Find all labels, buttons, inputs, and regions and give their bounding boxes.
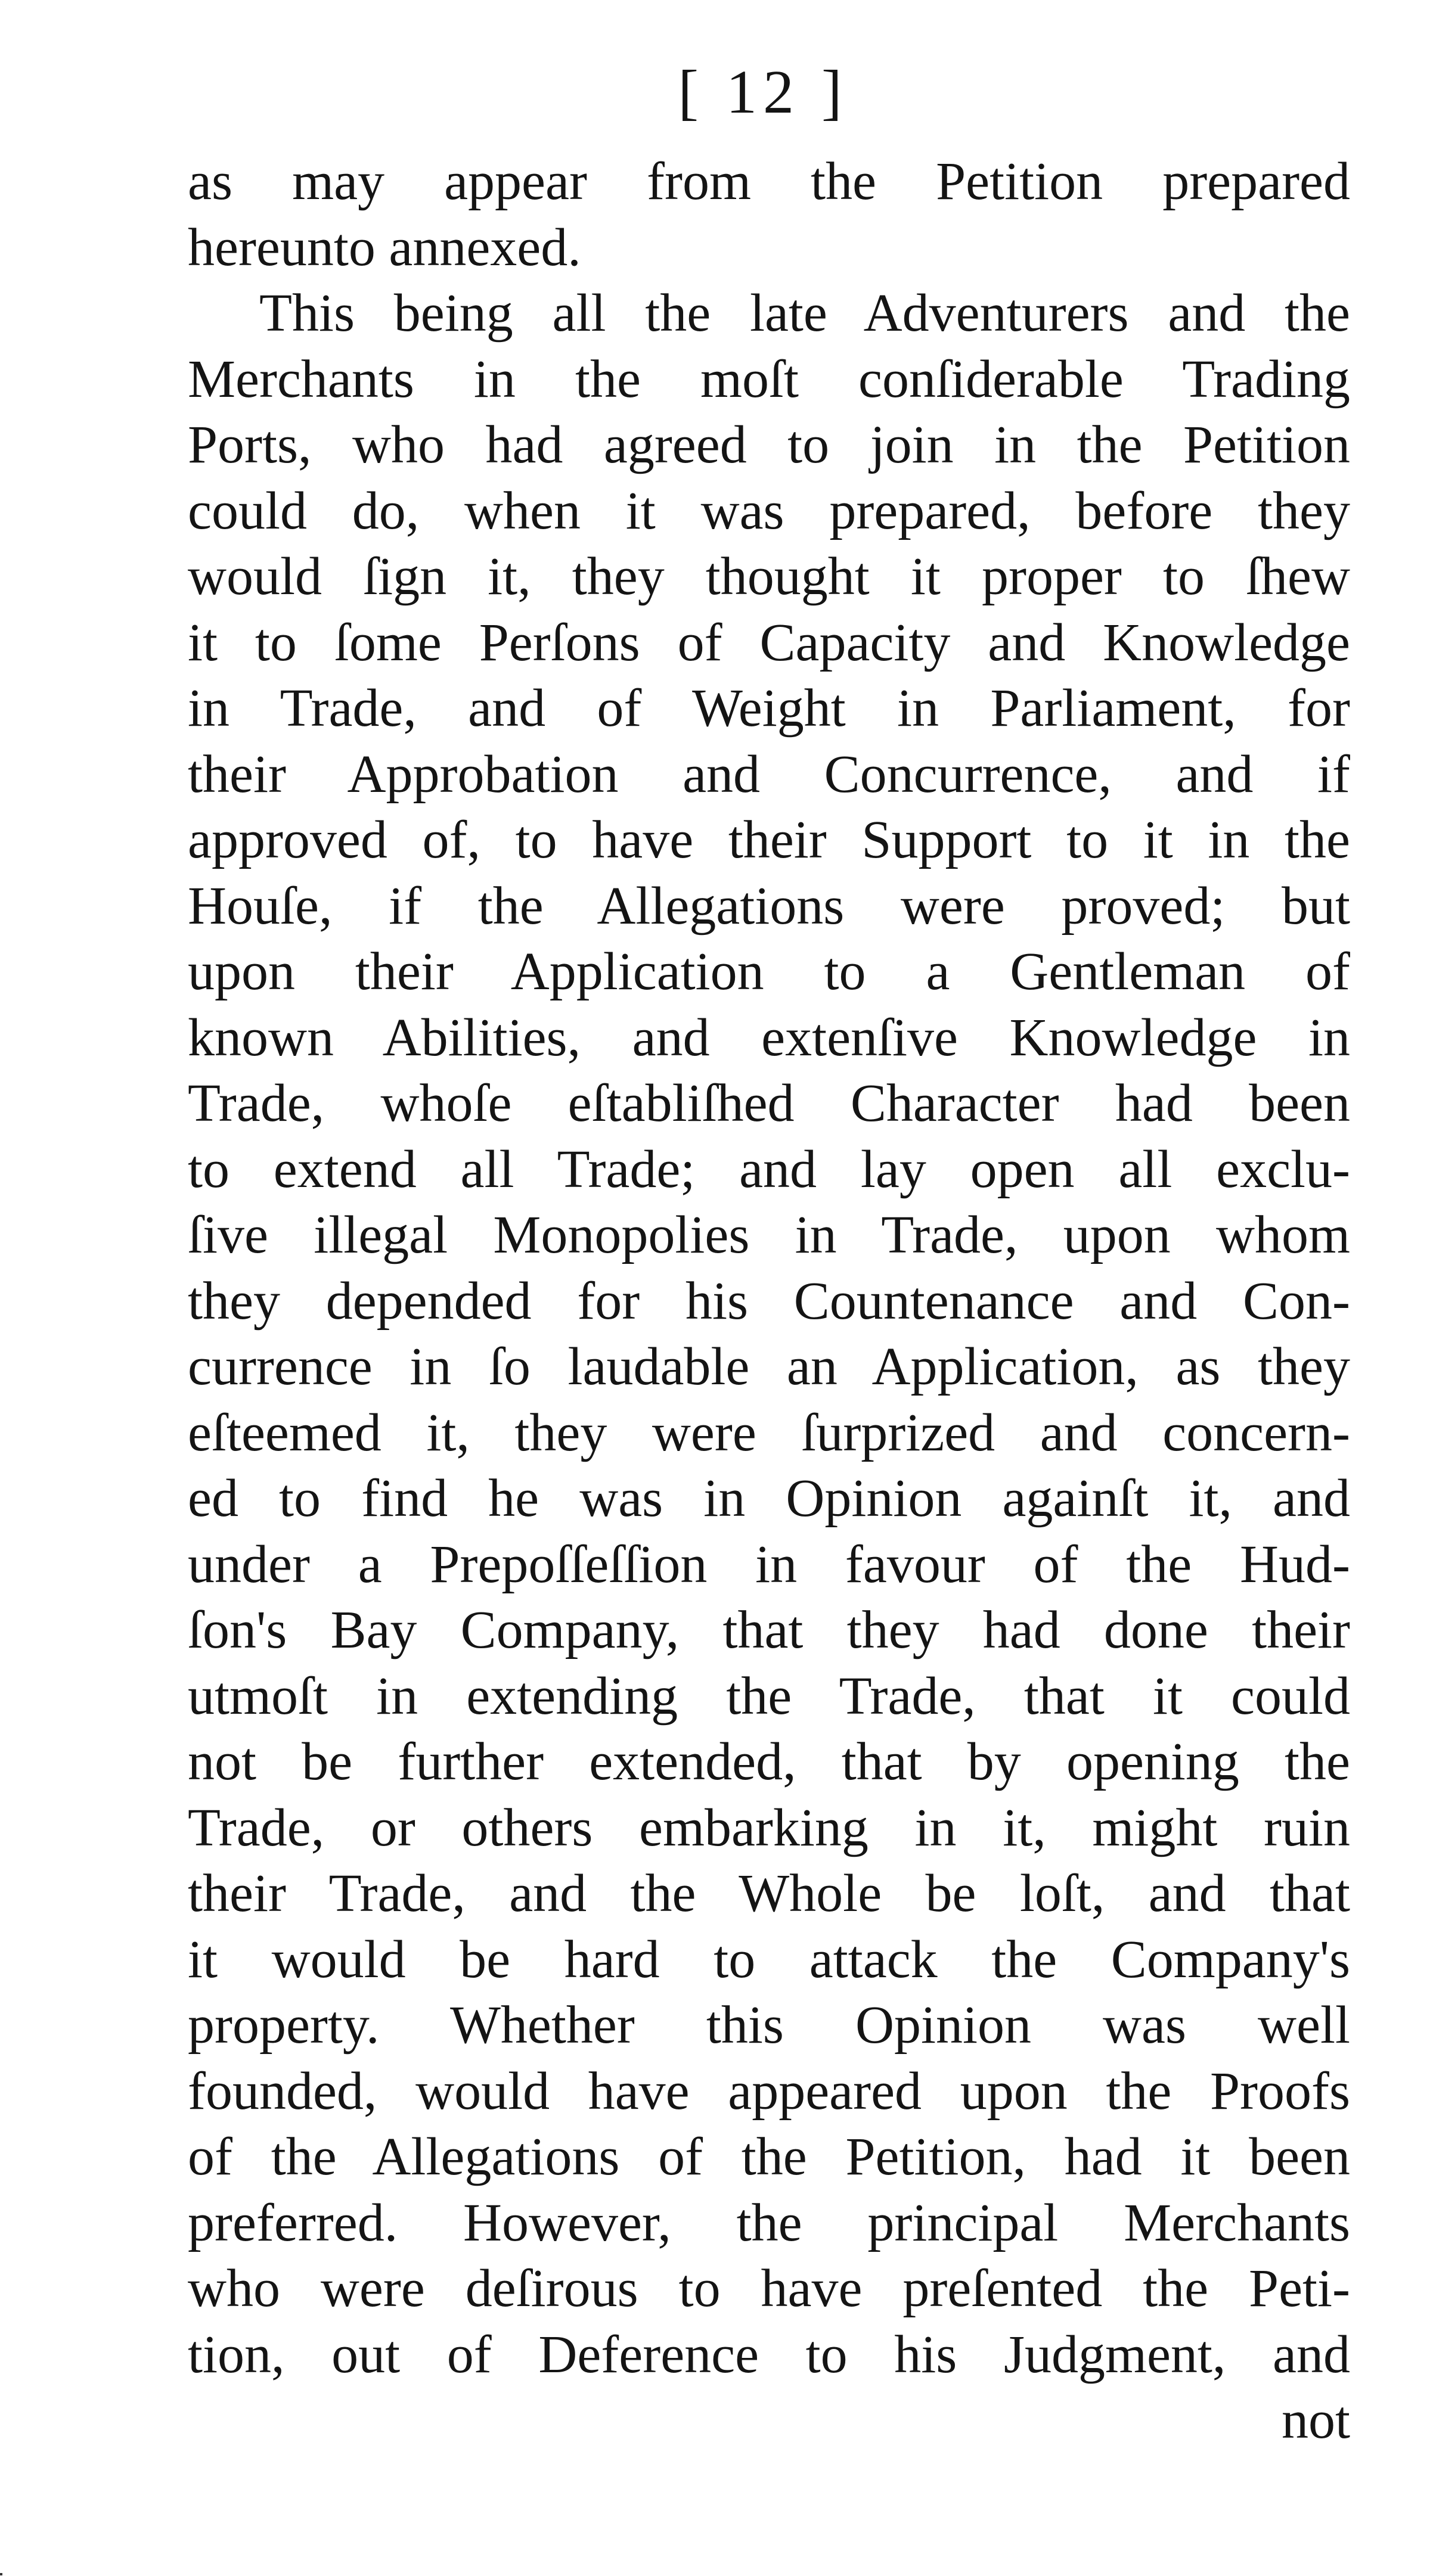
text-line: in Trade, and of Weight in Parliament, for [188, 679, 1350, 738]
text-line: would ſign it, they thought it proper to ſhew [188, 547, 1350, 606]
text-line: utmoſt in extending the Trade, that it could [188, 1666, 1350, 1726]
text-line: eſteemed it, they were ſurprized and concern- [188, 1403, 1350, 1462]
scan-speck [0, 2573, 2, 2575]
text-line: not be further extended, that by opening the [188, 1732, 1350, 1791]
text-line: Trade, or others embarking in it, might ruin [188, 1798, 1350, 1857]
catchword: not [1281, 2391, 1350, 2450]
text-line: currence in ſo laudable an Application, as they [188, 1337, 1350, 1396]
text-line: it would be hard to attack the Company's [188, 1929, 1350, 1989]
text-line: approved of, to have their Support to it in the [188, 810, 1350, 869]
text-line: under a Prepoſſeſſion in favour of the Hud- [188, 1534, 1350, 1594]
text-line: preferred. However, the principal Merchants [188, 2193, 1350, 2252]
page-number: [ 12 ] [678, 58, 848, 126]
text-line: Trade, whoſe eſtabliſhed Character had been [188, 1074, 1350, 1133]
text-line: Houſe, if the Allegations were proved; but [188, 876, 1350, 936]
text-line: could do, when it was prepared, before they [188, 481, 1350, 540]
text-line: to extend all Trade; and lay open all exclu- [188, 1139, 1350, 1199]
text-line: property. Whether this Opinion was well [188, 1996, 1350, 2055]
text-line: of the Allegations of the Petition, had it been [188, 2127, 1350, 2186]
body-text [188, 149, 1350, 2454]
text-line: Merchants in the moſt conſiderable Trading [188, 349, 1350, 409]
text-line: their Trade, and the Whole be loſt, and that [188, 1864, 1350, 1923]
text-line: known Abilities, and extenſive Knowledge in [188, 1008, 1350, 1067]
text-line: founded, would have appeared upon the Proofs [188, 2061, 1350, 2121]
text-line: ſive illegal Monopolies in Trade, upon whom [188, 1205, 1350, 1264]
text-line: as may appear from the Petition prepared [188, 152, 1350, 211]
text-line: tion, out of Deference to his Judgment, and [188, 2325, 1350, 2384]
text-line: ed to find he was in Opinion againſt it, and [188, 1469, 1350, 1528]
text-line: who were deſirous to have preſented the Peti- [188, 2259, 1350, 2318]
paragraph-first-line: This being all the late Adventurers and the [259, 284, 1350, 343]
text-line: their Approbation and Concurrence, and if [188, 744, 1350, 804]
text-line: upon their Application to a Gentleman of [188, 942, 1350, 1001]
text-line: ſon's Bay Company, that they had done their [188, 1601, 1350, 1660]
text-line: they depended for his Countenance and Con- [188, 1271, 1350, 1331]
text-line: Ports, who had agreed to join in the Petition [188, 415, 1350, 474]
text-line: hereunto annexed. [188, 217, 581, 277]
text-line: it to ſome Perſons of Capacity and Knowledge [188, 613, 1350, 672]
